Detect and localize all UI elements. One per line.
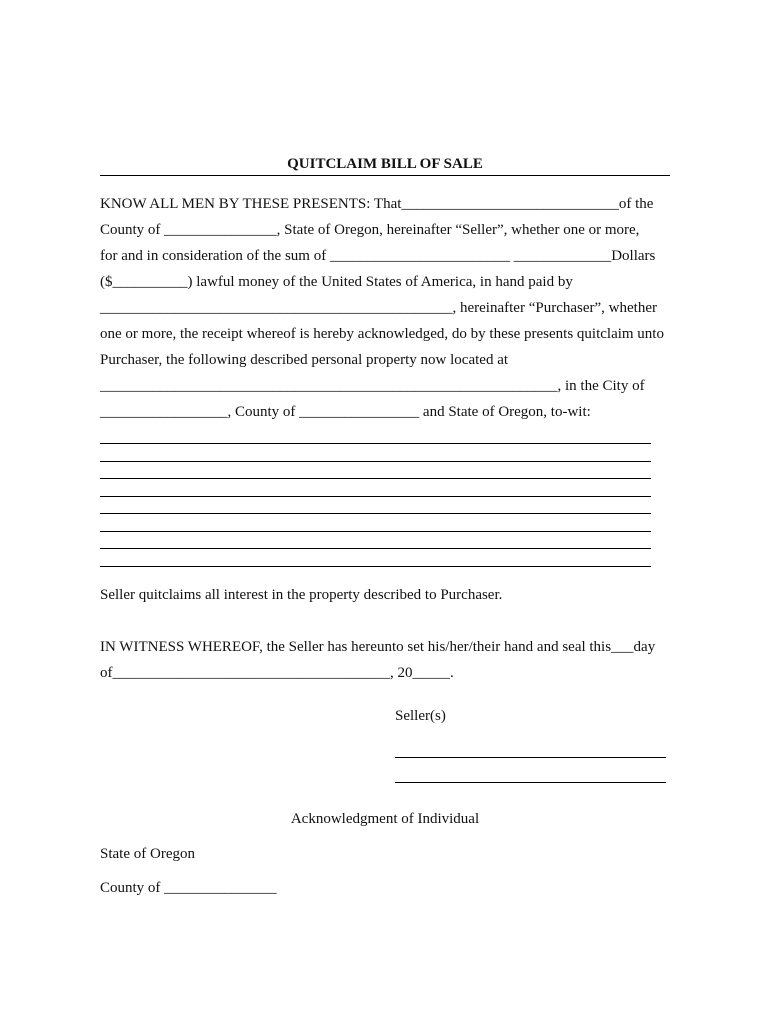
property-description-line[interactable] — [100, 531, 651, 532]
para1-line-6: one or more, the receipt whereof is hereby acknowledged, do by these presents quitclaim unto — [100, 326, 664, 342]
property-description-line[interactable] — [100, 496, 651, 497]
property-description-line[interactable] — [100, 443, 651, 444]
para1-line-9: _________________, County of ________________ and State of Oregon, to-wit: — [100, 404, 591, 420]
property-description-line[interactable] — [100, 548, 651, 549]
document-title: QUITCLAIM BILL OF SALE — [287, 156, 483, 172]
witness-line-2: of_____________________________________, 20_____. — [100, 665, 454, 681]
quitclaim-statement: Seller quitclaims all interest in the property described to Purchaser. — [100, 587, 503, 603]
property-description-line[interactable] — [100, 461, 651, 462]
acknowledgment-state: State of Oregon — [100, 846, 195, 862]
para1-line-1: KNOW ALL MEN BY THESE PRESENTS: That_____________________________of the — [100, 196, 654, 212]
para1-line-8: _____________________________________________________________, in the City of — [100, 378, 645, 394]
title-underline — [100, 175, 670, 176]
witness-line-1: IN WITNESS WHEREOF, the Seller has hereunto set his/her/their hand and seal this___day — [100, 639, 656, 655]
seller-label: Seller(s) — [395, 708, 446, 724]
property-description-line[interactable] — [100, 513, 651, 514]
para1-line-3: for and in consideration of the sum of ________________________ _____________Dollars — [100, 248, 656, 264]
property-description-line[interactable] — [100, 566, 651, 567]
para1-line-4: ($__________) lawful money of the United States of America, in hand paid by — [100, 274, 573, 290]
seller-signature-line-2[interactable] — [395, 782, 666, 783]
para1-line-5: _______________________________________________, hereinafter “Purchaser”, whether — [100, 300, 657, 316]
para1-line-2: County of _______________, State of Oregon, hereinafter “Seller”, whether one or more, — [100, 222, 640, 238]
seller-signature-line-1[interactable] — [395, 757, 666, 758]
acknowledgment-county: County of _______________ — [100, 880, 277, 896]
acknowledgment-heading: Acknowledgment of Individual — [290, 811, 480, 827]
property-description-line[interactable] — [100, 478, 651, 479]
para1-line-7: Purchaser, the following described personal property now located at — [100, 352, 509, 368]
